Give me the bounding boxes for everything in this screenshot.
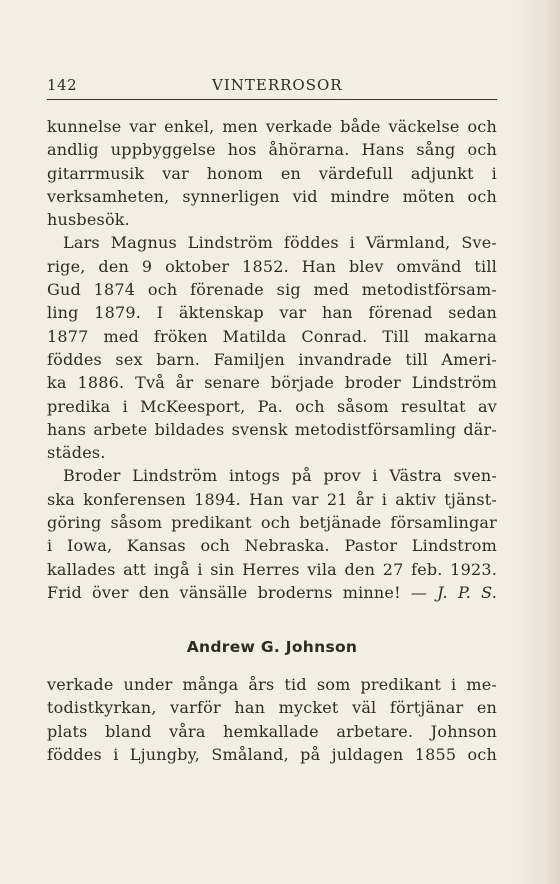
- text-line: rige, den 9 oktober 1852. Han blev omvänd till: [47, 256, 497, 276]
- text-line: Gud 1874 och förenade sig med metodistförsam-: [47, 280, 497, 300]
- text-line: 1877 med fröken Matilda Conrad. Till makarna: [47, 326, 497, 346]
- running-title: VINTERROSOR: [212, 76, 343, 94]
- text-line: husbesök.: [47, 210, 130, 230]
- text-line: gitarrmusik var honom en värdefull adjunkt i: [47, 163, 497, 183]
- signature: — J. P. S.: [410, 582, 497, 602]
- section-text: [47, 673, 497, 766]
- text-line: predika i McKeesport, Pa. och såsom resultat av: [47, 396, 497, 416]
- section-heading: Andrew G. Johnson: [186, 638, 358, 656]
- text-line: städes.: [47, 443, 106, 463]
- text-line: andlig uppbyggelse hos åhörarna. Hans sång och: [47, 140, 497, 160]
- page-header: [47, 76, 497, 98]
- text-line: ka 1886. Två år senare började broder Lindström: [47, 373, 497, 393]
- text-line: Lars Magnus Lindström föddes i Värmland, Sve-: [63, 233, 497, 253]
- text-line: kallades att ingå i sin Herres vila den 27 feb. 1923.: [47, 559, 497, 579]
- text-line: föddes i Ljungby, Småland, på juldagen 1855 och: [47, 744, 497, 764]
- text-line-with-signature: [47, 581, 497, 604]
- text-line: Frid över den vänsälle broderns minne!: [47, 582, 401, 602]
- text-line: verksamheten, synnerligen vid mindre möten och: [47, 186, 497, 206]
- text-line: Broder Lindström intogs på prov i Västra sven-: [63, 466, 497, 486]
- text-line: plats bland våra hemkallade arbetare. Johnson: [47, 721, 497, 741]
- text-line: föddes sex barn. Familjen invandrade till Ameri-: [47, 349, 497, 369]
- page-number: 142: [47, 76, 78, 94]
- text-line: verkade under många års tid som predikant i me-: [47, 675, 497, 694]
- text-line: i Iowa, Kansas och Nebraska. Pastor Lindstrom: [47, 536, 497, 556]
- text-line: todistkyrkan, varför han mycket väl förtjänar en: [47, 698, 497, 718]
- text-line: ling 1879. I äktenskap var han förenad sedan: [47, 303, 497, 323]
- text-line: kunnelse var enkel, men verkade både väckelse och: [47, 117, 497, 136]
- obituary-text: [47, 115, 497, 604]
- text-line: hans arbete bildades svensk metodistförsamling där-: [47, 419, 497, 439]
- header-rule: [47, 99, 497, 100]
- text-line: ska konferensen 1894. Han var 21 år i aktiv tjänst-: [47, 489, 497, 509]
- text-line: göring såsom predikant och betjänade församlingar: [47, 513, 497, 533]
